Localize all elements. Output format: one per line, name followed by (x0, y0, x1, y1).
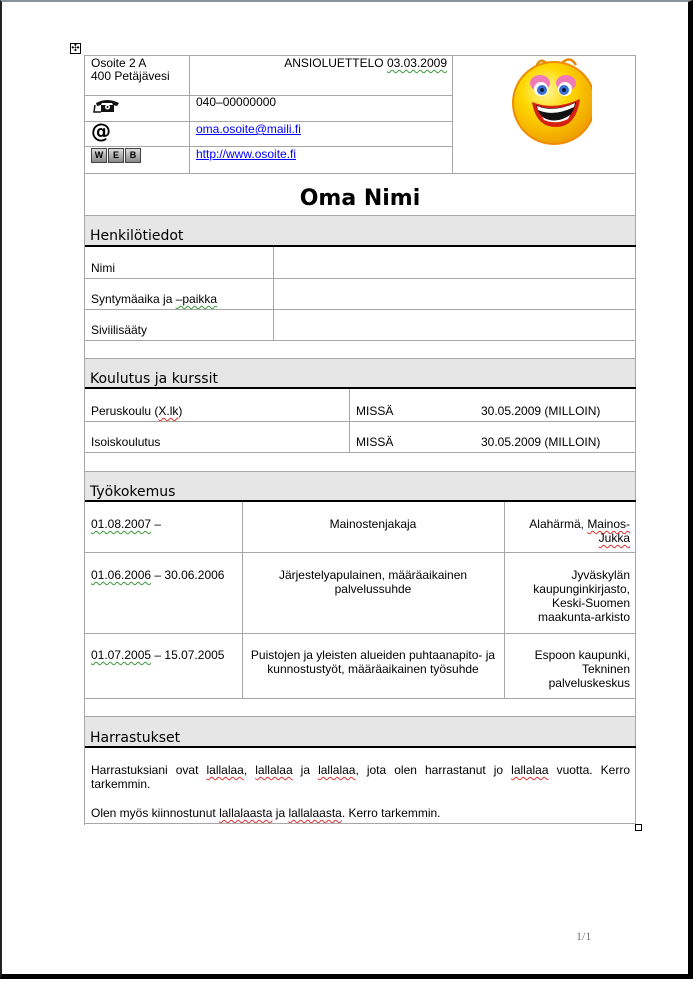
title-text: ANSIOLUETTELO (284, 56, 387, 70)
place-text: Mainos-Jukka (587, 517, 630, 545)
school-text: X.lk (158, 404, 179, 418)
website-link[interactable]: http://www.osoite.fi (196, 147, 297, 161)
date-text: 01.06.2006 (91, 568, 152, 582)
text: Olen myös kiinnostunut (91, 806, 220, 820)
date-text: – 15.07.2005 (151, 648, 225, 662)
work-role: Järjestelyapulainen, määräaikainen palvelussuhde (278, 568, 468, 596)
address-line-1: Osoite 2 A (91, 56, 147, 70)
text: Harrastuksiani ovat (91, 763, 207, 777)
field-value-marital-status[interactable] (275, 310, 633, 339)
text: lallalaa (206, 763, 244, 777)
school-text: Peruskoulu ( (91, 404, 159, 418)
education-where: MISSÄ (356, 435, 394, 449)
text: lallalaasta (288, 806, 342, 820)
email-link[interactable]: oma.osoite@maili.fi (196, 122, 301, 136)
work-place: Jyväskylän kaupunginkirjasto, Keski-Suomen maakunta-arkisto (533, 568, 630, 624)
hobbies-paragraph-1 (91, 763, 630, 791)
table-resize-handle[interactable] (635, 824, 642, 831)
text: . Kerro tarkemmin. (341, 806, 441, 820)
web-keys-icon (91, 148, 141, 163)
field-value-name[interactable] (275, 248, 633, 277)
date-text: 01.07.2005 (91, 648, 152, 662)
text: ja (292, 763, 319, 777)
text: lallalaasta (219, 806, 273, 820)
field-label-marital-status: Siviilisääty (91, 323, 148, 337)
field-value-birth[interactable] (275, 279, 633, 308)
person-name-heading: Oma Nimi (299, 186, 421, 211)
work-place: Espoon kaupunki, Tekninen palveluskeskus (534, 648, 630, 690)
date-text: – (151, 517, 162, 531)
text: , jota olen harrastanut jo (355, 763, 512, 777)
hobbies-paragraph-2 (91, 806, 441, 820)
section-title-education: Koulutus ja kurssit (90, 371, 218, 387)
work-place (510, 517, 630, 545)
place-text: Alahärmä, (529, 517, 588, 531)
education-when: 30.05.2009 (MILLOIN) (481, 404, 601, 418)
table-move-handle-icon[interactable]: ✣ (71, 43, 80, 54)
education-when: 30.05.2009 (MILLOIN) (481, 435, 601, 449)
text: , (243, 763, 256, 777)
telephone-icon (92, 98, 122, 114)
page-number: 1/1 (576, 929, 592, 943)
date-text: – 30.06.2006 (151, 568, 225, 582)
section-title-work: Työkokemus (90, 484, 176, 500)
field-label-birth (91, 292, 217, 306)
work-dates (91, 568, 224, 582)
at-sign-icon: @ (91, 119, 111, 143)
work-dates (91, 648, 224, 662)
text: vuotta. Kerro tarkemmin. (91, 763, 630, 791)
education-school: Isoiskoulutus (91, 435, 161, 449)
text: lallalaa (511, 763, 549, 777)
education-where: MISSÄ (356, 404, 394, 418)
smiley-face-icon (512, 55, 592, 145)
document-title (195, 56, 447, 70)
text: ja (272, 806, 289, 820)
address-line-2: 400 Petäjävesi (91, 69, 170, 83)
web-key: B (125, 148, 141, 163)
text: lallalaa (255, 763, 293, 777)
phone-number: 040–00000000 (196, 95, 277, 109)
section-title-hobbies: Harrastukset (90, 730, 181, 746)
school-text: ) (178, 404, 183, 418)
text: lallalaa (318, 763, 356, 777)
web-key: E (108, 148, 124, 163)
work-role: Puistojen ja yleisten alueiden puhtaanapito- ja kunnostustyöt, määräaikainen työsuhde (250, 648, 496, 676)
label-text: Syntymäaika ja (91, 292, 176, 306)
education-school (91, 404, 182, 418)
date-text: 01.08.2007 (91, 517, 152, 531)
field-label-name: Nimi (91, 261, 115, 275)
work-dates (91, 517, 161, 531)
work-role: Mainostenjakaja (329, 517, 417, 531)
web-key: W (91, 148, 107, 163)
title-date: 03.03.2009 (386, 56, 447, 70)
label-text: –paikka (175, 292, 218, 306)
section-title-personal: Henkilötiedot (90, 228, 184, 244)
